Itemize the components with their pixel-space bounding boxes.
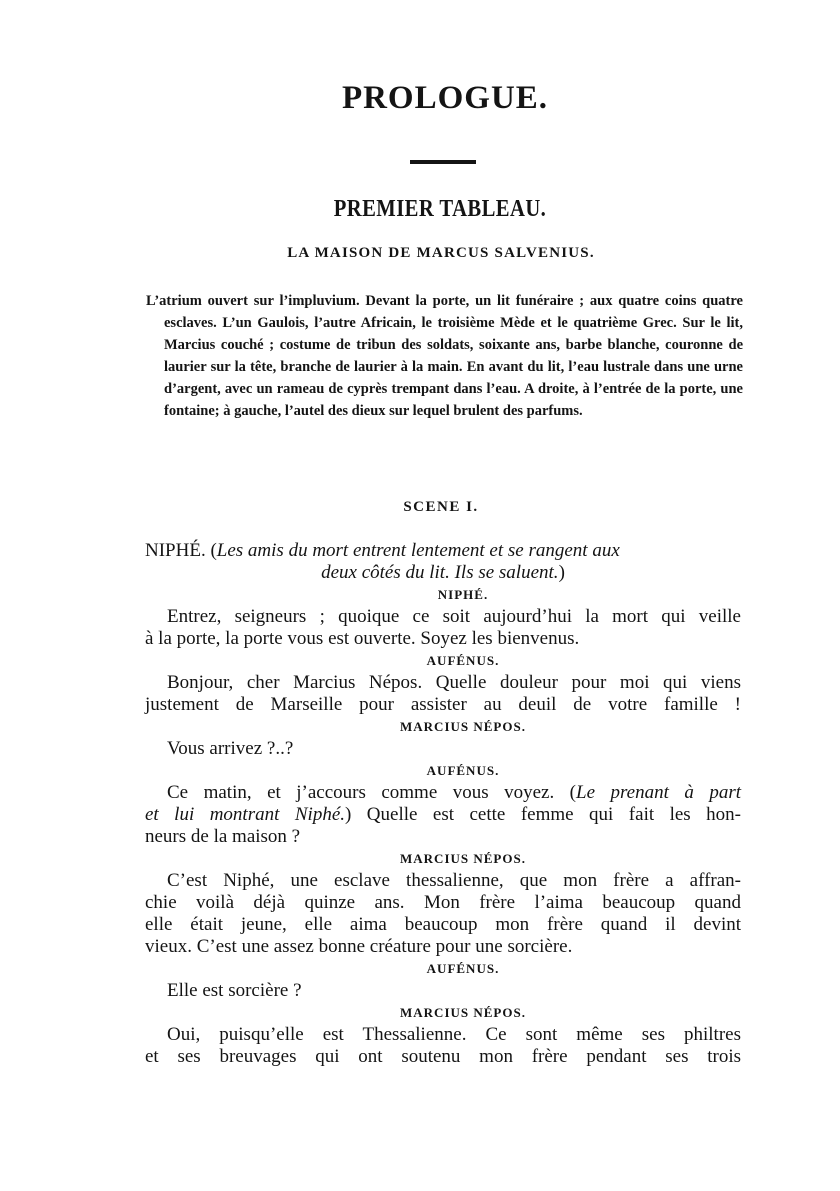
speech-line: Entrez, seigneurs ; quoique ce soit aujourd’hui la mort qui veille xyxy=(167,606,741,627)
stage-aside: et lui montrant Niphé. xyxy=(145,804,345,825)
speaker-name: AUFÉNUS. xyxy=(426,961,500,976)
speaker-name: AUFÉNUS. xyxy=(426,763,500,778)
speaker-name: NIPHÉ. xyxy=(437,587,489,602)
scene-intro-direction-2: deux côtés du lit. Ils se saluent. xyxy=(321,562,559,583)
speech-text: ) Quelle est cette femme qui fait les hon- xyxy=(345,804,741,825)
scene-heading: SCENE I. xyxy=(403,499,479,515)
speech-line: vieux. C’est une assez bonne créature pour une sorcière. xyxy=(145,936,573,957)
paren-open: ( xyxy=(205,540,217,561)
speech-line: C’est Niphé, une esclave thessalienne, que mon frère a affran- xyxy=(167,870,741,891)
stage-aside: Le prenant à part xyxy=(576,782,741,803)
speaker-name: MARCIUS NÉPOS. xyxy=(400,719,526,734)
page-title: PROLOGUE. xyxy=(341,80,549,116)
stage-direction-text: L’atrium ouvert sur l’impluvium. Devant la porte, un lit funéraire ; aux quatre coins quatre esclaves. L’un Gaulois, l’autre Africain, le troisième Mède et le quatrième Grec. Sur le lit, Marcius couché ; costume de tribun des soldats, soixante ans, barbe blanche, couronne de laurier sur la tête, branche de laurier à la main. En avant du lit, l’eau lustrale dans une urne d’argent, avec un rameau de cyprès trempant dans l’eau. A droite, à l’entrée de la porte, une fontaine; à gauche, l’autel des dieux sur lequel brulent des parfums. xyxy=(146,293,743,419)
speech-text: Ce matin, et j’accours comme vous voyez. ( xyxy=(167,782,577,803)
speech-line: Bonjour, cher Marcius Népos. Quelle douleur pour moi qui viens xyxy=(167,672,741,693)
speaker-name: AUFÉNUS. xyxy=(426,653,500,668)
scene-intro-line-1 xyxy=(145,540,741,562)
speech-line xyxy=(145,804,741,826)
speech-line: à la porte, la porte vous est ouverte. Soyez les bienvenus. xyxy=(145,628,580,649)
speech-line: Oui, puisqu’elle est Thessalienne. Ce sont même ses philtres xyxy=(167,1024,741,1045)
speech-line: neurs de la maison ? xyxy=(145,826,301,847)
speech-line xyxy=(145,782,741,804)
speech-line: et ses breuvages qui ont soutenu mon frère pendant ses trois xyxy=(145,1046,741,1067)
speaker-name: MARCIUS NÉPOS. xyxy=(400,851,526,866)
scene-intro-name: NIPHÉ. xyxy=(145,540,206,561)
speech-line: Elle est sorcière ? xyxy=(167,980,302,1001)
tableau-heading: PREMIER TABLEAU. xyxy=(333,196,547,222)
speech-line: justement de Marseille pour assister au deuil de votre famille ! xyxy=(145,694,741,715)
scene-intro-line-2 xyxy=(145,562,741,584)
scene-intro-direction-1: Les amis du mort entrent lentement et se rangent aux xyxy=(216,540,620,561)
stage-direction xyxy=(146,290,743,422)
dialogue xyxy=(145,540,741,1068)
title-divider xyxy=(410,160,476,164)
speech-line: chie voilà déjà quinze ans. Mon frère l’aima beaucoup quand xyxy=(145,892,741,913)
tableau-subtitle: LA MAISON DE MARCUS SALVENIUS. xyxy=(287,245,595,261)
speech-line: Vous arrivez ?..? xyxy=(167,738,294,759)
speaker-name: MARCIUS NÉPOS. xyxy=(400,1005,526,1020)
speech-line: elle était jeune, elle aima beaucoup mon frère quand il devint xyxy=(145,914,741,935)
paren-close: ) xyxy=(558,562,565,583)
